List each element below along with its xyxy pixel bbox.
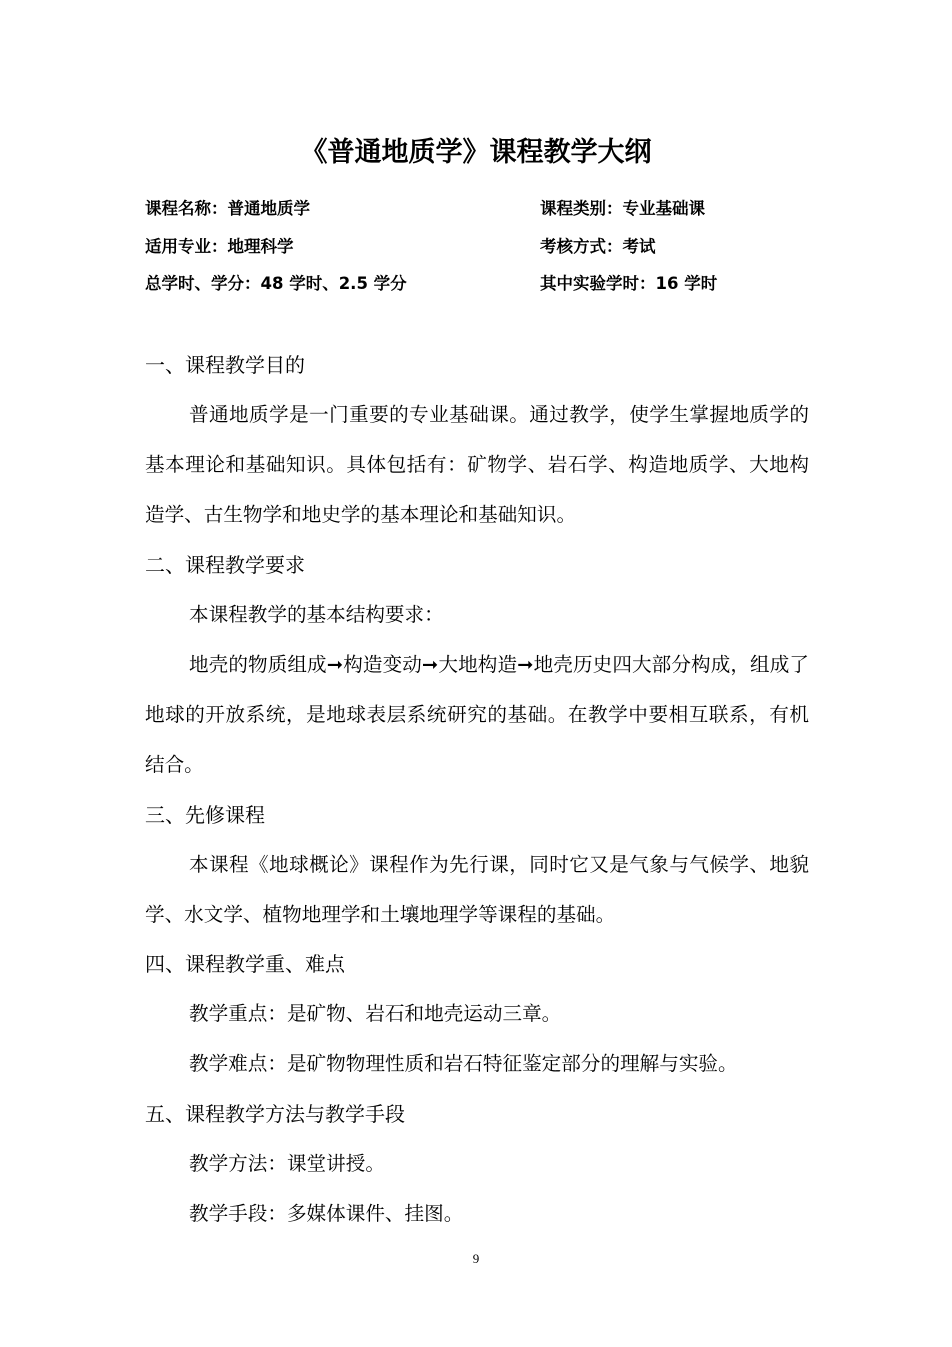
section-paragraph: 教学重点：是矿物、岩石和地壳运动三章。 <box>189 1002 562 1025</box>
section-paragraph: 教学手段：多媒体课件、挂图。 <box>189 1202 464 1225</box>
lab-hours: 其中实验学时：16 学时 <box>540 274 718 293</box>
page-number: 9 <box>472 1251 480 1266</box>
section-heading: 二、课程教学要求 <box>145 553 305 577</box>
total-hours-credits: 总学时、学分：48 学时、2.5 学分 <box>145 274 407 293</box>
section-paragraph: 本课程《地球概论》课程作为先行课，同时它又是气象与气候学、地貌学、水文学、植物地理学和土壤地理学等课程的基础。 <box>145 853 809 926</box>
assessment-method: 考核方式：考试 <box>540 237 656 256</box>
applicable-major: 适用专业：地理科学 <box>145 237 294 256</box>
section-paragraph: 本课程教学的基本结构要求： <box>189 603 444 626</box>
section-heading: 三、先修课程 <box>145 803 265 827</box>
section-paragraph: 普通地质学是一门重要的专业基础课。通过教学，使学生掌握地质学的基本理论和基础知识。具体包括有：矿物学、岩石学、构造地质学、大地构造学、古生物学和地史学的基本理论和基础知识。 <box>145 403 809 526</box>
section-heading: 五、课程教学方法与教学手段 <box>145 1102 405 1126</box>
course-name: 课程名称：普通地质学 <box>145 199 310 218</box>
section-heading: 一、课程教学目的 <box>145 353 305 377</box>
section-paragraph: 地壳的物质组成➞构造变动➞大地构造➞地壳历史四大部分构成，组成了地球的开放系统，是地球表层系统研究的基础。在教学中要相互联系，有机结合。 <box>145 653 809 776</box>
section-paragraph: 教学方法：课堂讲授。 <box>189 1152 385 1175</box>
document-title: 《普通地质学》课程教学大纲 <box>300 137 652 168</box>
section-paragraph: 教学难点：是矿物物理性质和岩石特征鉴定部分的理解与实验。 <box>189 1052 738 1075</box>
course-type: 课程类别：专业基础课 <box>540 199 705 218</box>
section-heading: 四、课程教学重、难点 <box>145 952 345 976</box>
